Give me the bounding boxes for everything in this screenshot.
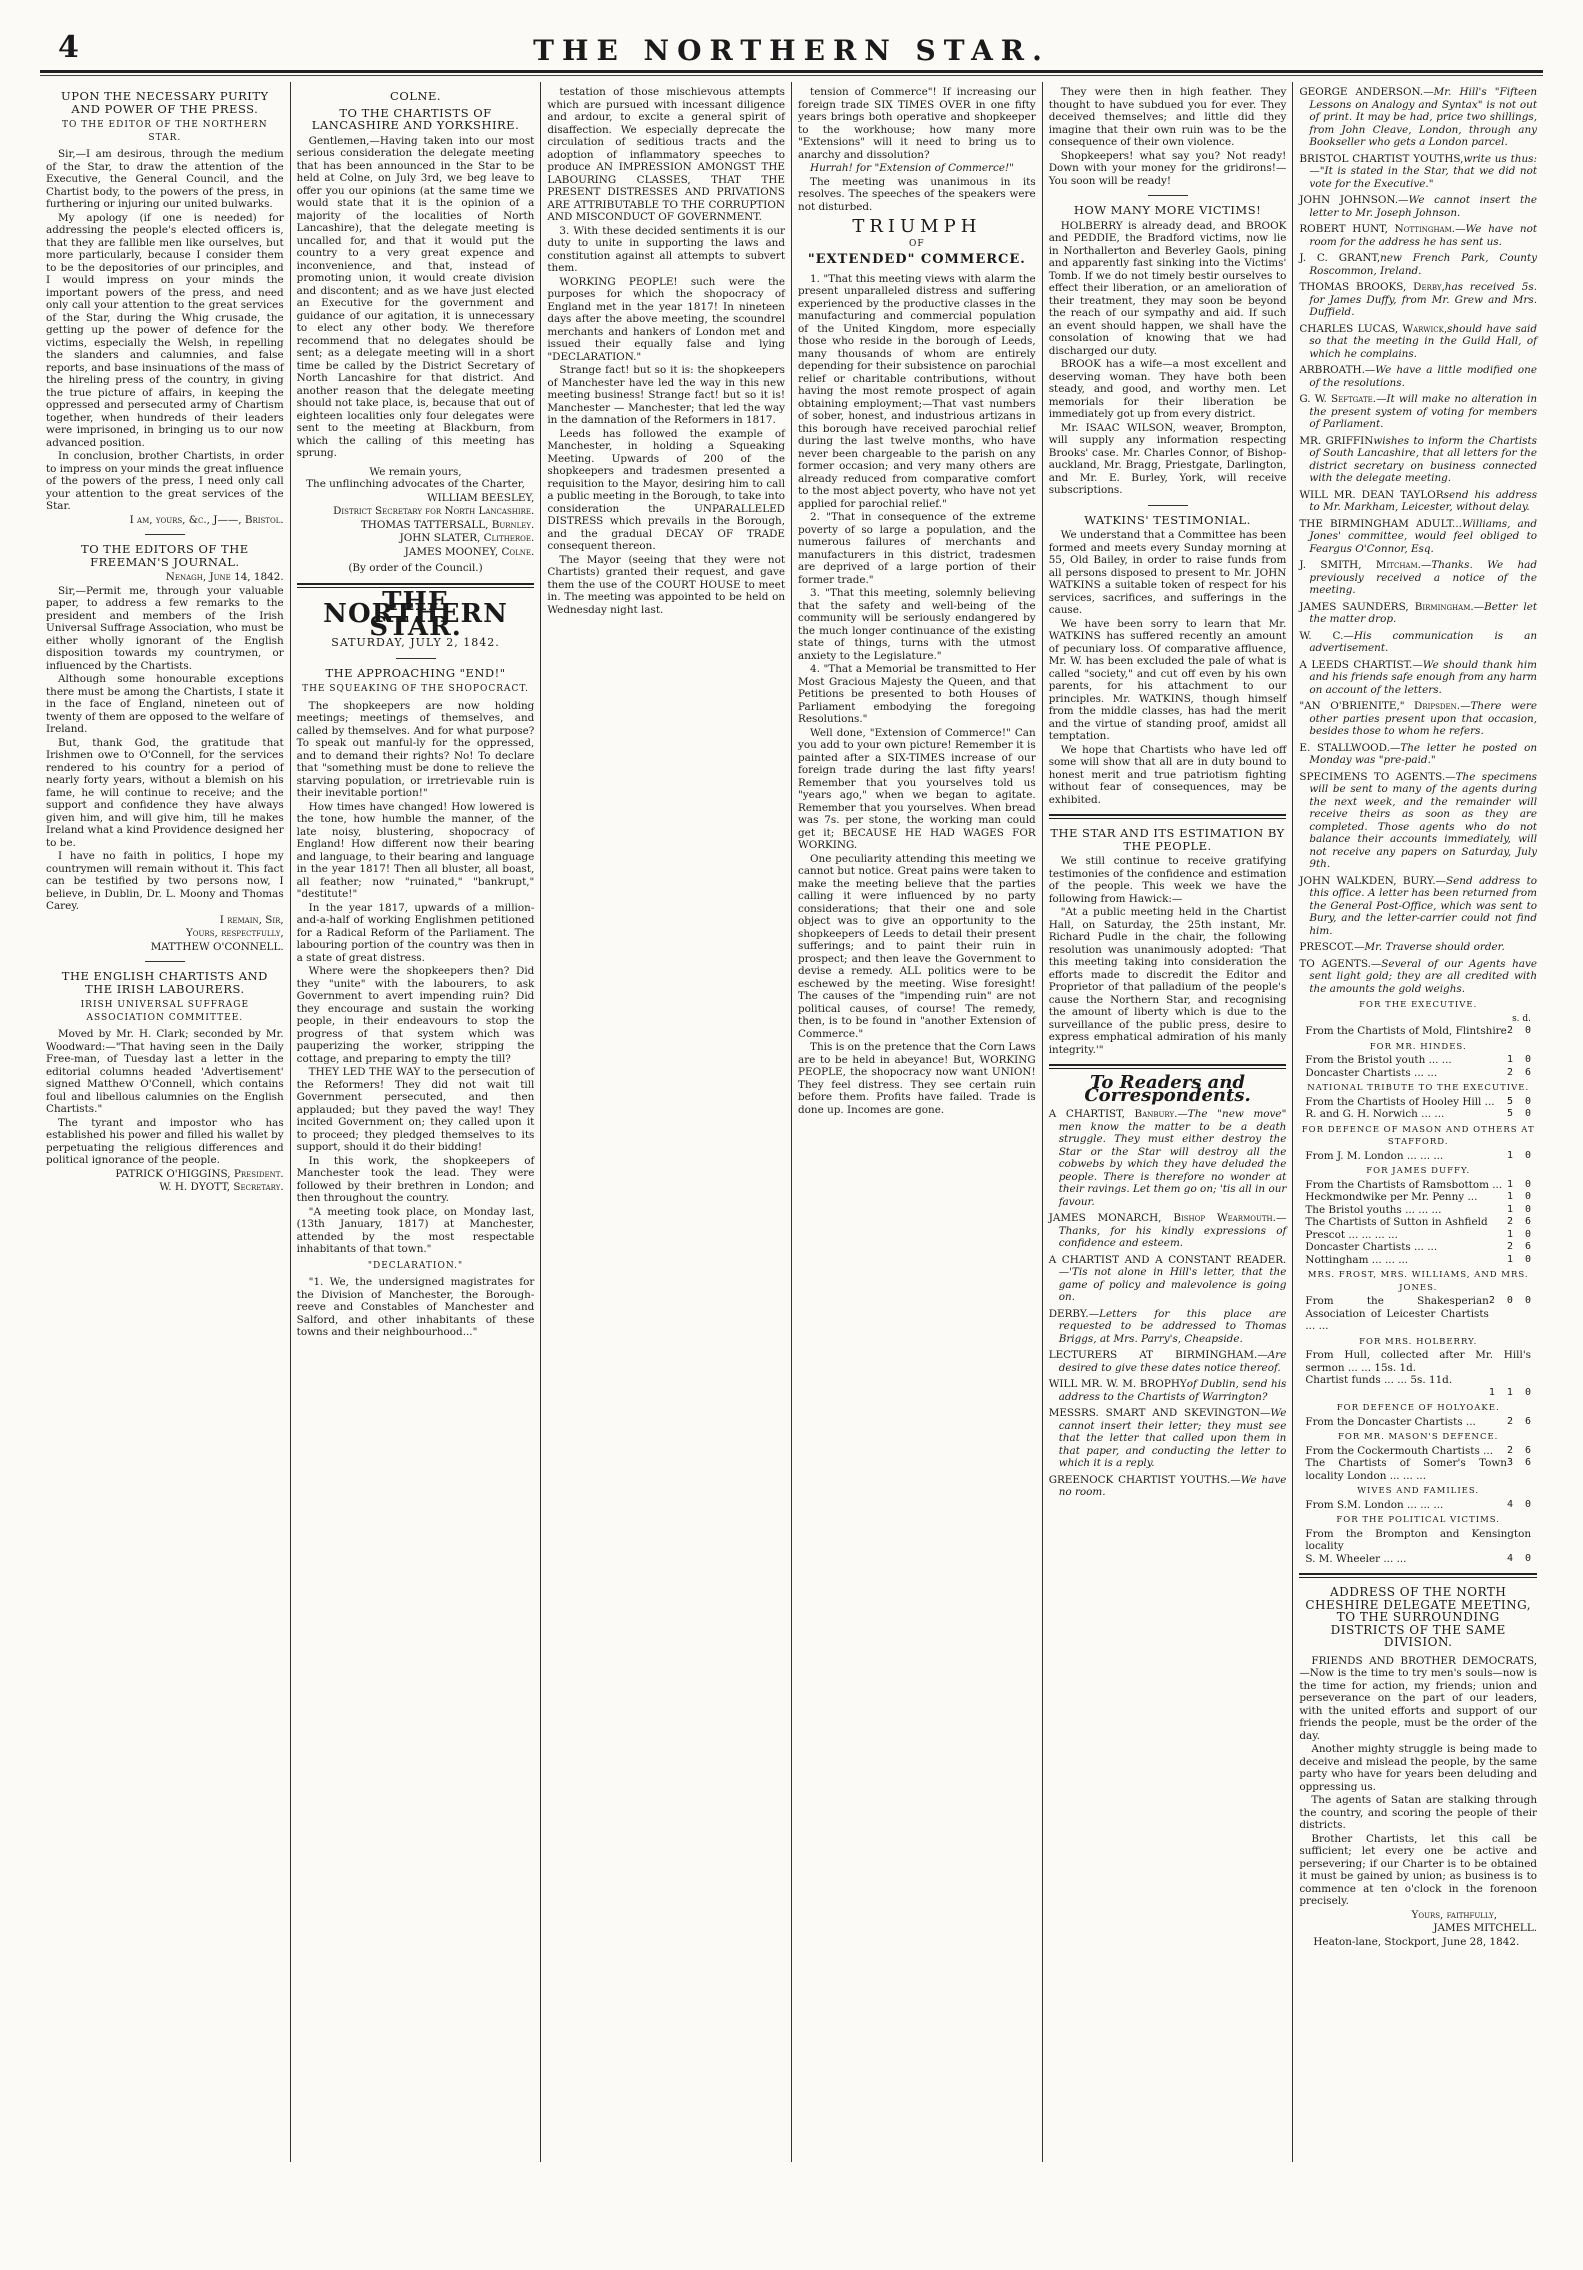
dateline: Heaton-lane, Stockport, June 28, 1842. xyxy=(1313,1935,1520,1948)
paragraph: The tyrant and impostor who has established his power and filled his wallet by perpetuating the religious differences and political ignorance of the people. xyxy=(46,1116,284,1166)
leader-paper-title: THE NORTHERN STAR. xyxy=(323,586,508,642)
answers-list xyxy=(1299,86,1537,995)
order-note: (By order of the Council.) xyxy=(348,562,483,574)
fund-heading: FOR MR. MASON'S DEFENCE. xyxy=(1338,1432,1499,1442)
paragraph: Where were the shopkeepers then? Did they "unite" with the labourers, to ask Government to avert impending ruin? Did they encourage and sustain the working people, in their endeavours to stop the progress of that system which was pauperizing the worker, stripping the cottage, and preparing to empty the till? xyxy=(296,965,535,1065)
subscription-row: From the Doncaster Chartists ... 2 6 xyxy=(1305,1415,1532,1428)
closing-line: Yours, respectfully, xyxy=(185,927,284,939)
double-rule xyxy=(1049,1064,1287,1069)
currency-columns: s. d. xyxy=(1512,1013,1532,1024)
paragraph: The agents of Satan are stalking through the country, and scoring the people of their districts. xyxy=(1299,1794,1538,1831)
correspondent-note: A CHARTIST AND A CONSTANT READER.—'Tis not alone in Hill's letter, that the game of policy and malevolence is going on. xyxy=(1048,1253,1287,1303)
signature: JAMES MITCHELL. xyxy=(1433,1922,1538,1934)
paragraph: Strange fact! but so it is: the shopkeepers of Manchester have led the way in this new meeting business! Strange fact! but so it is! Manchester — Manchester; that led the way in the damnation of the Reformers in 1817. xyxy=(547,364,786,426)
star-estimation-heading: THE STAR AND ITS ESTIMATION BY THE PEOPLE. xyxy=(1050,826,1285,853)
signature: PATRICK O'HIGGINS, President. xyxy=(115,1167,284,1180)
article-heading-colne: COLNE. xyxy=(390,89,441,103)
subscription-row: Heckmondwike per Mr. Penny ... 1 0 xyxy=(1305,1191,1532,1203)
fund-heading: NATIONAL TRIBUTE TO THE EXECUTIVE. xyxy=(1307,1083,1530,1093)
masthead-rule xyxy=(40,70,1543,73)
subscription-row: Chartist funds ... ... 5s. 11d. xyxy=(1305,1374,1453,1386)
triumph-subheading: "EXTENDED" COMMERCE. xyxy=(807,252,1026,267)
subscription-row: From the Cockermouth Chartists ... 2 6 xyxy=(1305,1444,1532,1457)
signature: JOHN SLATER, Clitheroe. xyxy=(399,532,535,544)
watkins-heading: WATKINS' TESTIMONIAL. xyxy=(1084,512,1251,527)
subscription-row: R. and G. H. Norwich ... ... 5 0 xyxy=(1305,1108,1532,1120)
signature: JAMES MOONEY, Colne. xyxy=(404,545,535,558)
divider xyxy=(396,658,436,659)
correspondent-note: DERBY.—Letters for this place are requested to be addressed to Thomas Briggs, at Mrs. Parry's, Cheapside. xyxy=(1048,1307,1287,1345)
divider xyxy=(1148,505,1188,506)
correspondent-answer: JAMES SAUNDERS, Birmingham.—Better let the matter drop. xyxy=(1299,600,1538,625)
declaration-heading: "DECLARATION." xyxy=(367,1260,464,1271)
article-heading-irish: THE ENGLISH CHARTISTS AND THE IRISH LABOURERS. xyxy=(61,969,268,996)
address-heading: ADDRESS OF THE NORTH CHESHIRE DELEGATE MEETING, TO THE SURROUNDING DISTRICTS OF THE SAME DIVISION. xyxy=(1305,1585,1532,1649)
paragraph: "1. We, the undersigned magistrates for the Division of Manchester, the Borough-reeve and Constables of Manchester and Salford, and other inhabitants of these towns and their neighbourhood..." xyxy=(296,1276,535,1338)
paragraph: Well done, "Extension of Commerce!" Can you add to your own picture! Remember it is painted after a SIX-TIMES increase of our foreign trade during the last fifty years! Remember that you yourselves told us "years ago," when we began to agitate. Remember that you yourselves. When bread was 7s. per stone, the working man could get it; BECAUSE HE HAD WAGES FOR WORKING. xyxy=(798,726,1036,851)
fund-heading: FOR MRS. HOLBERRY. xyxy=(1359,1336,1478,1347)
signature: MATTHEW O'CONNELL. xyxy=(150,940,284,953)
paragraph: Sir,—Permit me, through your valuable paper, to address a few remarks to the president and members of the Irish Universal Suffrage Association, who must be either wholly ignorant of the English disposition towards my countrymen, or influenced by the Chartists. xyxy=(46,584,284,672)
fund-heading: MRS. FROST, MRS. WILLIAMS, AND MRS. JONES. xyxy=(1307,1270,1529,1293)
subscription-row: From the Chartists of Ramsbottom ... 1 0 xyxy=(1305,1178,1532,1191)
paragraph: The shopkeepers are now holding meetings; meetings of themselves, and called by themselves. And for what purpose? To speak out manful-ly for the oppressed, and to demand their rights? No! To declare that "something must be done to relieve the starving population, or irretrievable ruin is their inevitable portion!" xyxy=(296,699,535,799)
paragraph: In the year 1817, upwards of a million-and-a-half of working Englishmen petitioned for a Radical Reform of the Parliament. The labouring portion of the country was then in a state of great distress. xyxy=(296,901,535,964)
correspondent-answer: THE BIRMINGHAM ADULT...Williams, and Jones' committee, would feel obliged to Feargus O'Connor, Esq. xyxy=(1299,517,1538,555)
correspondent-answer: WILL MR. DEAN TAYLORsend his address to Mr. Markham, Leicester, without delay. xyxy=(1299,488,1538,513)
correspondent-answer: CHARLES LUCAS, Warwick,should have said so that the meeting in the Guild Hall, of which he complains. xyxy=(1299,322,1538,360)
dateline: Nenagh, June 14, 1842. xyxy=(165,571,284,583)
correspondent-answer: JOHN WALKDEN, BURY.—Send address to this office. A letter has been returned from the General Post-Office, which was sent to Bury, and the letter-carrier could not find him. xyxy=(1299,874,1538,937)
closing-line: I remain, Sir, xyxy=(219,913,284,926)
paragraph: Leeds has followed the example of Manchester, in holding a Squeaking Meeting. Upwards of 200 of the shopkeepers and tradesmen presented a requisition to the Mayor, desiring him to call a public meeting in the Borough, to take into consideration the UNPARALLELED DISTRESS which prevails in the Borough, and the gradual DECAY OF TRADE consequent thereon. xyxy=(547,427,786,552)
closing-line: Yours, faithfully, xyxy=(1411,1908,1498,1921)
paragraph: Brother Chartists, let this call be sufficient; let every one be active and persevering; if our Charter is to be obtained it must be gained by union; as business is to commence at ten o'clock in the forenoon precisely. xyxy=(1299,1832,1538,1907)
paragraph: Shopkeepers! what say you? Not ready! Down with your money for the gridirons!—You soon will be ready! xyxy=(1048,149,1287,187)
triumph-of: OF xyxy=(909,238,925,249)
resolution: 4. "That a Memorial be transmitted to Her Most Gracious Majesty the Queen, and that Petitions be presented to both Houses of Parliament embodying the foregoing Resolutions." xyxy=(798,663,1036,725)
paragraph: The meeting was unanimous in its resolves. The speeches of the speakers were not disturbed. xyxy=(798,175,1036,213)
paragraph: Although some honourable exceptions there must be among the Chartists, I state it in the face of England, nineteen out of twenty of them are opposed to the welfare of Ireland. xyxy=(46,673,284,735)
correspondent-answer: ARBROATH.—We have a little modified one of the resolutions. xyxy=(1299,364,1538,389)
article-subheading: IRISH UNIVERSAL SUFFRAGE ASSOCIATION COMMITTEE. xyxy=(80,1000,250,1023)
paragraph: One peculiarity attending this meeting we cannot but notice. Great pains were taken to make the meeting believe that the parties calling it were influenced by no party considerations; that their one and sole object was to give an opportunity to the shopkeepers of Leeds to detail their present sufferings; and to paint their ruin in prospect; and then leave the Government to devise a remedy. ALL politics were to be eschewed by the meeting. Wise foresight! The causes of the "impending ruin" are not political causes, of course! The remedy, then, is to be found in "another Extension of Commerce." xyxy=(798,852,1036,1040)
page-number: 4 xyxy=(58,30,79,65)
correspondent-answer: W. C.—His communication is an advertisement. xyxy=(1299,629,1538,654)
correspondent-answer: "AN O'BRIENITE," Dripsden.—There were other parties present upon that occasion, besides those to whom he refers. xyxy=(1299,700,1538,737)
article-subheading: TO THE CHARTISTS OF LANCASHIRE AND YORKSHIRE. xyxy=(311,105,520,132)
double-rule xyxy=(1299,1573,1537,1578)
leader-heading: THE APPROACHING "END!" xyxy=(325,665,506,680)
correspondents-heading: To Readers and Correspondents. xyxy=(1084,1072,1251,1106)
paragraph: 3. With these decided sentiments it is our duty to unite in supporting the laws and constitution against all attempts to subvert them. xyxy=(547,224,786,274)
paragraph: This is on the pretence that the Corn Laws are to be held in abeyance! But, WORKING PEOPLE, the shopocracy now want UNION! They feel distress. They see certain ruin before them. Profits have failed. Trade is done up. Incomes are gone. xyxy=(798,1041,1036,1116)
correspondent-answer: E. STALLWOOD.—The letter he posted on Monday was "pre-paid." xyxy=(1299,741,1538,766)
correspondent-note: MESSRS. SMART AND SKEVINGTON—We cannot insert their letter; they must see that the letter that called upon them in that paper, and conducting the letter to which it is a reply. xyxy=(1048,1407,1287,1469)
paragraph: Hurrah! for "Extension of Commerce!" xyxy=(810,162,1014,174)
signature: THOMAS TATTERSALL, Burnley. xyxy=(360,518,535,531)
fund-heading: FOR THE POLITICAL VICTIMS. xyxy=(1336,1515,1500,1525)
correspondent-note: JAMES MONARCH, Bishop Wearmouth.—Thanks, for his kindly expressions of confidence and esteem. xyxy=(1048,1212,1287,1249)
paragraph: Another mighty struggle is being made to deceive and mislead the people, by the same party who have for years been deluding and oppressing us. xyxy=(1299,1743,1538,1793)
masthead-rule-thin xyxy=(40,75,1543,76)
subscription-row: 1 1 0 xyxy=(1488,1386,1532,1398)
divider xyxy=(1148,195,1188,196)
paragraph: "At a public meeting held in the Chartist Hall, on Saturday, the 25th instant, Mr. Richard Pudle in the chair, the following resolution was unanimously adopted: 'That this meeting taking into consideration the efforts made to discredit the Editor and Proprietor of that palladium of the people's cause the Northern Star, and recognising the amount of liberty which is due to the surveillance of the public press, desire to express emphatical admiration of his manly integrity.'" xyxy=(1048,906,1287,1056)
subscription-row: Prescot ... ... ... ... 1 0 xyxy=(1305,1228,1532,1241)
subscription-row: The Chartists of Somer's Town locality London ... ... ... 3 6 xyxy=(1305,1457,1532,1482)
subscription-row: Doncaster Chartists ... ... 2 6 xyxy=(1305,1241,1532,1253)
resolution: 1. "That this meeting views with alarm the present unparalleled distress and suffering experienced by the productive classes in the manufacturing and commercial population of the United Kingdom, more especially those who reside in the borough of Leeds, many thousands of whom are entirely depending for their subsistence on parochial relief or charitable contributions, without having the most remote prospect of again obtaining employment;—That vast numbers of sober, honest, and industrious artizans in this borough have received parochial relief during the last twelve months, who have never been chargeable to the parish on any former occasion; and very many others are already reduced from comparative comfort to the most abject poverty, who have not yet applied for parochial relief." xyxy=(798,272,1036,510)
paragraph: FRIENDS AND BROTHER DEMOCRATS,—Now is the time to try men's souls—now is the time for action, my friends; union and perseverance on the part of our leaders, with the united efforts and support of our friends the people, must be the order of the day. xyxy=(1299,1654,1538,1742)
signature: District Secretary for North Lancashire. xyxy=(333,505,535,517)
column-6 xyxy=(1293,82,1543,2162)
paragraph: My apology (if one is needed) for addressing the people's elected officers is, that they are fallible men like ourselves, but more particularly, because I consider them to be the depositories of our principles, and I would impress on your minds the important powers of the press, and need only call your attention to the great services of the Star, during the Whig crusade, the getting up the power of defence for the victims, especially the Welsh, in repelling the slanders and calumnies, and false reports, and base insinuations of the mass of the hireling press of the country, in giving the true picture of affairs, in keeping the oppressed and persecuted army of Chartism together, when hundreds of their leaders were imprisoned, in bringing us to our now advanced position. xyxy=(46,211,284,449)
triumph-heading: TRIUMPH xyxy=(852,216,982,237)
fund-heading: WIVES AND FAMILIES. xyxy=(1357,1486,1480,1496)
divider xyxy=(145,961,185,962)
victims-heading: HOW MANY MORE VICTIMS! xyxy=(1073,203,1262,217)
subscription-row: The Chartists of Sutton in Ashfield 2 6 xyxy=(1305,1216,1532,1228)
article-heading-freemans: TO THE EDITORS OF THE FREEMAN'S JOURNAL. xyxy=(81,542,249,569)
fund-heading: FOR DEFENCE OF HOLYOAKE. xyxy=(1336,1403,1500,1413)
paragraph: THEY LED THE WAY to the persecution of the Reformers! They did not wait till Government persecuted, and then applauded; but they paved the way! They incited Government on; they called upon it to proceed; they pledged themselves to its support, should it do their bidding! xyxy=(296,1066,535,1153)
subscription-row: From the Chartists of Hooley Hill ... 5 0 xyxy=(1305,1095,1532,1108)
paragraph: "A meeting took place, on Monday last, (13th January, 1817) at Manchester, attended by the most respectable inhabitants of that town." xyxy=(296,1205,535,1255)
fund-heading: FOR DEFENCE OF MASON AND OTHERS AT STAFFORD. xyxy=(1301,1124,1535,1147)
paragraph: I have no faith in politics, I hope my countrymen will remain without it. This fact can be testified by two persons now, I believe, in Dublin, Dr. L. Moony and Thomas Carey. xyxy=(46,850,284,912)
subscription-row: From S.M. London ... ... ... 4 0 xyxy=(1305,1498,1532,1511)
correspondent-answer: J. SMITH, Mitcham.—Thanks. We had previously received a notice of the meeting. xyxy=(1299,559,1538,596)
resolution: 3. "That this meeting, solemnly believing that the safety and well-being of the community will be seriously endangered by the much longer continuance of the existing state of things, turns with the utmost anxiety to the Legislature." xyxy=(798,587,1036,662)
paragraph: In this work, the shopkeepers of Manchester took the lead. They were followed by their brethren in London; and then throughout the country. xyxy=(296,1154,535,1204)
correspondent-answer: PRESCOT.—Mr. Traverse should order. xyxy=(1299,941,1505,953)
subscriptions-list xyxy=(1299,999,1537,1565)
column-4 xyxy=(792,82,1043,2162)
correspondent-answer: J. C. GRANT,new French Park, County Roscommon, Ireland. xyxy=(1299,252,1538,277)
fund-heading: FOR MR. HINDES. xyxy=(1369,1041,1467,1052)
column-1 xyxy=(40,82,291,2162)
paragraph: We have been sorry to learn that Mr. WATKINS has suffered recently an amount of pecuniary loss. Of comparative affluence, Mr. W. has been excluded the pale of what is called "society," and cut off even by his own parents, for his attachment to our principles. Mr. WATKINS, though himself from the middle classes, has had the merit and the virtue of standing proof, amidst all temptation. xyxy=(1048,617,1287,742)
signature-block xyxy=(297,466,535,575)
subscription-row: S. M. Wheeler ... ... 4 0 xyxy=(1305,1552,1532,1565)
fund-heading: FOR THE EXECUTIVE. xyxy=(1359,1000,1478,1010)
subscription-row: From the Bristol youth ... ... 1 0 xyxy=(1305,1054,1532,1066)
paragraph: Moved by Mr. H. Clark; seconded by Mr. Woodward:—"That having seen in the Daily Free-man, of Tuesday last a letter in the editorial columns headed 'Advertisement' signed Matthew O'Connell, which contains foul and libellous calumnies on the English Chartists." xyxy=(46,1028,284,1115)
correspondent-note: GREENOCK CHARTIST YOUTHS.—We have no room. xyxy=(1048,1473,1287,1498)
correspondent-answer: THOMAS BROOKS, Derby,has received 5s. for James Duffy, from Mr. Grew and Mrs. Duffield. xyxy=(1299,281,1538,318)
column-2 xyxy=(291,82,542,2162)
paragraph: The Mayor (seeing that they were not Chartists) granted their request, and gave them the use of the COURT HOUSE to meet in. The meeting was appointed to be held on Wednesday night last. xyxy=(547,553,786,616)
subscription-row: Doncaster Chartists ... ... 2 6 xyxy=(1305,1066,1532,1079)
paragraph: We still continue to receive gratifying testimonies of the confidence and estimation of the people. This week we have the following from Hawick:— xyxy=(1048,855,1287,905)
paragraph: In conclusion, brother Chartists, in order to impress on your minds the great influence of the powers of the press, I need only call your attention to the great services of the Star. xyxy=(46,450,284,512)
paragraph: WORKING PEOPLE! such were the purposes for which the shopocracy of England met in the year 1817! In nineteen days after the above meeting, the scoundrel merchants and hankers of London met and issued their equally false and lying "DECLARATION." xyxy=(547,275,786,363)
paragraph: testation of those mischievous attempts which are pursued with incessant diligence and ardour, to excite a general spirit of disaffection. We especially deprecate the circulation of seditious tracts and the adoption of inflammatory speeches to produce AN IMPRESSION AMONGST THE LABOURING CLASSES, THAT THE PRESENT DISTRESSES AND PRIVATIONS ARE ATTRIBUTABLE TO THE CORRUPTION AND MISCONDUCT OF GOVERNMENT. xyxy=(547,86,786,223)
closing-line: The unflinching advocates of the Charter, xyxy=(306,478,525,490)
correspondent-answer: JOHN JOHNSON.—We cannot insert the letter to Mr. Joseph Johnson. xyxy=(1299,194,1538,219)
divider xyxy=(145,534,185,535)
correspondent-answer: SPECIMENS TO AGENTS.—The specimens will be sent to many of the agents during the next week, and the remainder will receive theirs as soon as they are completed. Those agents who do not balance their accounts immediately, will not receive any papers on Saturday, July 9th. xyxy=(1299,770,1538,870)
article-heading-press: UPON THE NECESSARY PURITY AND POWER OF THE PRESS. xyxy=(61,89,269,116)
leader-subheading: THE SQUEAKING OF THE SHOPOCRACT. xyxy=(302,684,529,694)
paragraph: Mr. ISAAC WILSON, weaver, Brompton, will supply any information respecting Brooks' case. Mr. Charles Connor, of Bishop-auckland, Mr. Bragg, Priestgate, Darlington, and Mr. E. Burley, York, will receive subscriptions. xyxy=(1048,421,1287,496)
paragraph: But, thank God, the gratitude that Irishmen owe to O'Connell, for the services rendered to his country for a period of nearly forty years, without a blemish on his fame, he will continue to receive; and the support and confidence they have always given him, and will give him, till he makes Ireland what a kind Providence designed her to be. xyxy=(46,736,284,849)
subscription-row: From Hull, collected after Mr. Hill's sermon ... ... 15s. 1d. xyxy=(1305,1349,1532,1374)
paragraph: tension of Commerce"! If increasing our foreign trade SIX TIMES OVER in one fifty years brings both operative and shopkeeper to the workhouse; how many more "Extensions" will it need to bring us to anarchy and dissolution? xyxy=(798,86,1036,161)
paragraph: How times have changed! How lowered is the tone, how humble the manner, of the late noisy, blustering, shopocracy of England! How different now their bearing and language, to their bearing and language in the year 1817! Then all bluster, all boast, all feather; now "ruinated," "bankrupt," "destitute!" xyxy=(296,800,535,900)
signature: W. H. DYOTT, Secretary. xyxy=(159,1181,284,1193)
page-columns xyxy=(40,82,1543,2162)
subscription-row: From J. M. London ... ... ... 1 0 xyxy=(1305,1149,1532,1162)
signoff: I am, yours, &c., J——, Bristol. xyxy=(129,513,284,526)
correspondent-note: A CHARTIST, Banbury.—The "new move" men know the matter to be a death struggle. They must either destroy the Star or the Star will destroy all the cobwebs by which they have deluded the people. There is therefore no wonder at their ravings. Let them go on; 'tis all in our favour. xyxy=(1048,1108,1287,1208)
newspaper-title: THE NORTHERN STAR. xyxy=(533,34,1050,67)
paragraph: HOLBERRY is already dead, and BROOK and PEDDIE, the Bradford victims, now lie in Northallerton and Beverley Gaols, pining and apparently fast sinking into the Victims' Tomb. If we do not timely bestir ourselves to effect their liberation, or an amelioration of their treatment, they may soon be beyond the reach of our sympathy and aid. If such an event should happen, we shall have the consolation of knowing that we had discharged our duty. xyxy=(1048,219,1287,357)
paragraph: Sir,—I am desirous, through the medium of the Star, to draw the attention of the Executive, the General Council, and the Chartist body, to the powers of the press, in furthering or injuring our united bulwarks. xyxy=(46,148,284,210)
paragraph: Gentlemen,—Having taken into our most serious consideration the delegate meeting that has been announced in the Star to be held at Colne, on July 3rd, we beg leave to offer you our opinions (at the same time we would state that it is the opinion of a majority of the localities of North Lancashire), that the delegate meeting is uncalled for, and that it would put the country to a very great expence and inconvenience, and that, instead of promoting union, it would create division and discontent; and as we have just elected an Executive for the government and guidance of our agitation, it is unnecessary to elect any other body. We therefore recommend that no delegates should be sent; as a delegate meeting will in a short time be called by the District Secretary of North Lancashire for that district. And another reason that the delegate meeting should not take place, is, because that out of eighteen localities only four delegates were sent to the meeting at Blackburn, from which the calling of this meeting has sprung. xyxy=(296,134,535,459)
correspondent-answer: TO AGENTS.—Several of our Agents have sent light gold; they are all credited with the amounts the gold weighs. xyxy=(1299,957,1538,995)
subscription-row: From the Chartists of Mold, Flintshire 2 0 xyxy=(1305,1025,1532,1037)
paragraph: They were then in high feather. They thought to have subdued you for ever. They deceived themselves; and little did they imagine that their own ruin was to be the consequence of their own violence. xyxy=(1048,86,1287,148)
fund-heading: FOR JAMES DUFFY. xyxy=(1366,1166,1471,1176)
correspondent-answer: MR. GRIFFINwishes to inform the Chartists of South Lancashire, that all letters for the district secretary on business connected with the delegate meeting. xyxy=(1299,434,1538,484)
correspondent-answer: GEORGE ANDERSON.—Mr. Hill's "Fifteen Lessons on Analogy and Syntax" is not out of print. It may be had, price two shillings, from John Cleave, London, through any Bookseller who gets a London parcel. xyxy=(1299,86,1538,148)
subscription-row: From the Brompton and Kensington locality xyxy=(1305,1527,1532,1552)
subscription-row: From the Shakesperian Association of Leicester Chartists ... ... 2 0 0 xyxy=(1305,1295,1532,1332)
subscription-row: The Bristol youths ... ... ... 1 0 xyxy=(1305,1203,1532,1216)
correspondent-answer: ROBERT HUNT, Nottingham.—We have not room for the address he has sent us. xyxy=(1299,223,1538,248)
to-editor-line: TO THE EDITOR OF THE NORTHERN STAR. xyxy=(62,120,268,143)
double-rule xyxy=(1049,814,1287,819)
issue-date: SATURDAY, JULY 2, 1842. xyxy=(331,636,500,649)
closing-line: We remain yours, xyxy=(369,465,462,478)
paragraph: We hope that Chartists who have led off some will show that all are in duty bound to honest merit and true patriotism fighting without fear of consequences, may be exhibited. xyxy=(1048,743,1287,806)
column-3 xyxy=(541,82,792,2162)
paragraph: BROOK has a wife—a most excellent and deserving woman. They have both been steady, and good, and worthy men. Let memorials for their liberation be immediately got up from every district. xyxy=(1048,358,1287,420)
resolution: 2. "That in consequence of the extreme poverty of so large a population, and the numerous failures of merchants and manufacturers in this district, tradesmen are deprived of a large portion of their former trade." xyxy=(798,511,1036,586)
column-5 xyxy=(1043,82,1294,2162)
signature: WILLIAM BEESLEY, xyxy=(426,491,535,504)
paragraph: We understand that a Committee has been formed and meets every Sunday morning at 55, Old Bailey, in order to raise funds from all persons disposed to present to Mr. JOHN WATKINS a suitable token of respect for his services, sacrifices, and sufferings in the cause. xyxy=(1048,529,1287,616)
correspondent-note: LECTURERS AT BIRMINGHAM.—Are desired to give these dates notice thereof. xyxy=(1048,1349,1287,1374)
correspondent-answer: BRISTOL CHARTIST YOUTHS,write us thus:—"It is stated in the Star, that we did not vote for the Executive." xyxy=(1299,152,1538,190)
correspondent-note: WILL MR. W. M. BROPHYof Dublin, send his address to the Chartists of Warrington? xyxy=(1048,1378,1287,1403)
correspondent-answer: A LEEDS CHARTIST.—We should thank him and his friends safe enough from any harm on account of the letters. xyxy=(1299,658,1538,696)
subscription-row: Nottingham ... ... ... 1 0 xyxy=(1305,1253,1532,1266)
correspondent-answer: G. W. Seftgate.—It will make no alteration in the present system of voting for members of Parliament. xyxy=(1299,393,1538,430)
